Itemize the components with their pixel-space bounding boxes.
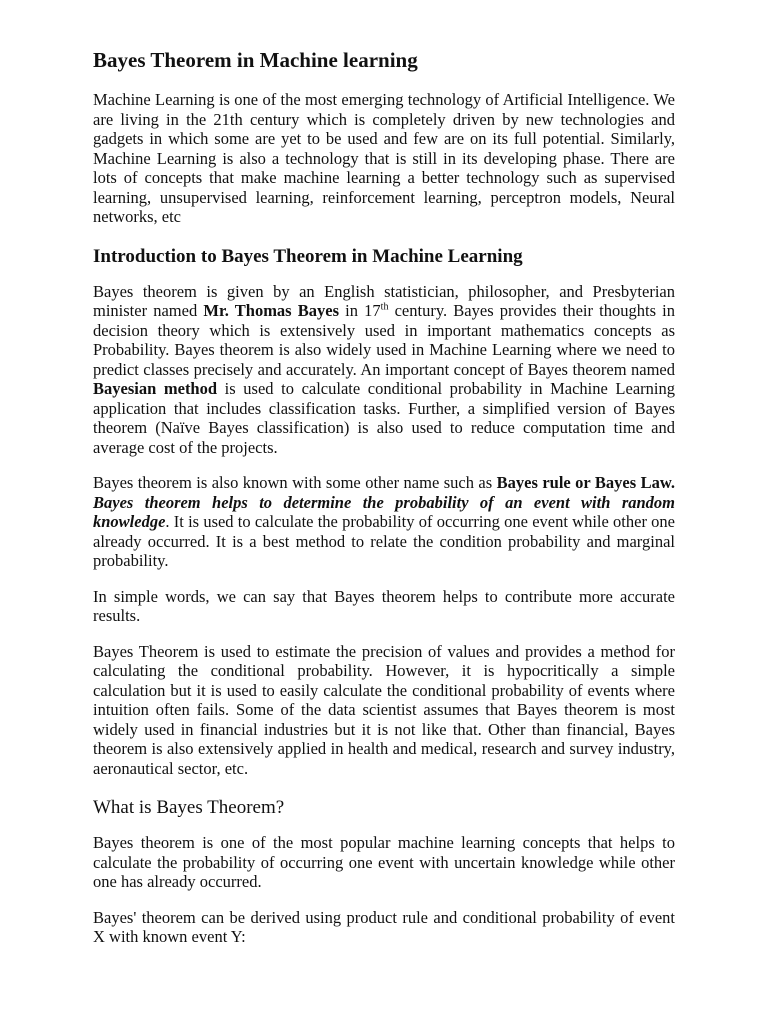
bold-run-bayes-rule: Bayes rule or Bayes Law. xyxy=(496,473,675,492)
text-run: is used to calculate conditional probability in Machine Learning application that includes classification tasks. Further, a simplified version of Bayes theorem (Naïve Bayes classification) is also used to reduce computation time and average cost of the projects. xyxy=(93,379,675,457)
paragraph-derivation: Bayes' theorem can be derived using product rule and conditional probability of event X with known event Y: xyxy=(93,907,675,946)
bold-run-bayesian-method: Bayesian method xyxy=(93,379,218,398)
text-run: Bayes theorem is given by an English statistician, philosopher, and Presbyterian minister named xyxy=(93,281,675,320)
paragraph-precision: Bayes Theorem is used to estimate the precision of values and provides a method for calculating the conditional probability. However, it is hypocritically a simple calculation but it is used to easily calculate the conditional probability of events where intuition often fails. Some of the data scientist assumes that Bayes theorem is most widely used in financial industries but it is not like that. Other than financial, Bayes theorem is also extensively applied in health and medical, research and survey industry, aeronautical sector, etc. xyxy=(93,641,675,778)
text-run: in 17 xyxy=(339,301,381,320)
superscript-th: th xyxy=(380,301,389,313)
text-run: . It is used to calculate the probability of occurring one event while other one already occurred. It is a best method to relate the condition probability and marginal probability. xyxy=(93,512,675,570)
paragraph-bayes-origin xyxy=(93,282,675,458)
paragraph-simple-words: In simple words, we can say that Bayes theorem helps to contribute more accurate results. xyxy=(93,586,675,625)
intro-paragraph: Machine Learning is one of the most emerging technology of Artificial Intelligence. We are living in the 21th century which is completely driven by new technologies and gadgets in which some are yet to be used and few are on its full potential. Similarly, Machine Learning is also a technology that is still in its developing phase. There are lots of concepts that make machine learning a better technology such as supervised learning, unsupervised learning, reinforcement learning, perceptron models, Neural networks, etc xyxy=(93,90,675,226)
section-heading-introduction: Introduction to Bayes Theorem in Machine Learning xyxy=(93,245,523,267)
text-run: century. Bayes provides their thoughts in decision theory which is extensively used in important mathematics concepts as Probability. Bayes theorem is also widely used in Machine Learning where we need to predict classes precisely and accurately. An important concept of Bayes theorem named xyxy=(93,301,675,379)
document-title: Bayes Theorem in Machine learning xyxy=(93,48,418,72)
document-page xyxy=(93,44,675,963)
section-heading-what-is: What is Bayes Theorem? xyxy=(93,797,285,818)
bold-run-thomas-bayes: Mr. Thomas Bayes xyxy=(203,301,340,320)
text-run: Bayes theorem is also known with some other name such as xyxy=(93,473,497,492)
paragraph-bayes-rule xyxy=(93,473,675,571)
paragraph-popular-concept: Bayes theorem is one of the most popular machine learning concepts that helps to calculate the probability of occurring one event with uncertain knowledge while other one has already occurred. xyxy=(93,833,675,891)
bold-italic-run-definition: Bayes theorem helps to determine the probability of an event with random knowledge xyxy=(93,492,675,531)
